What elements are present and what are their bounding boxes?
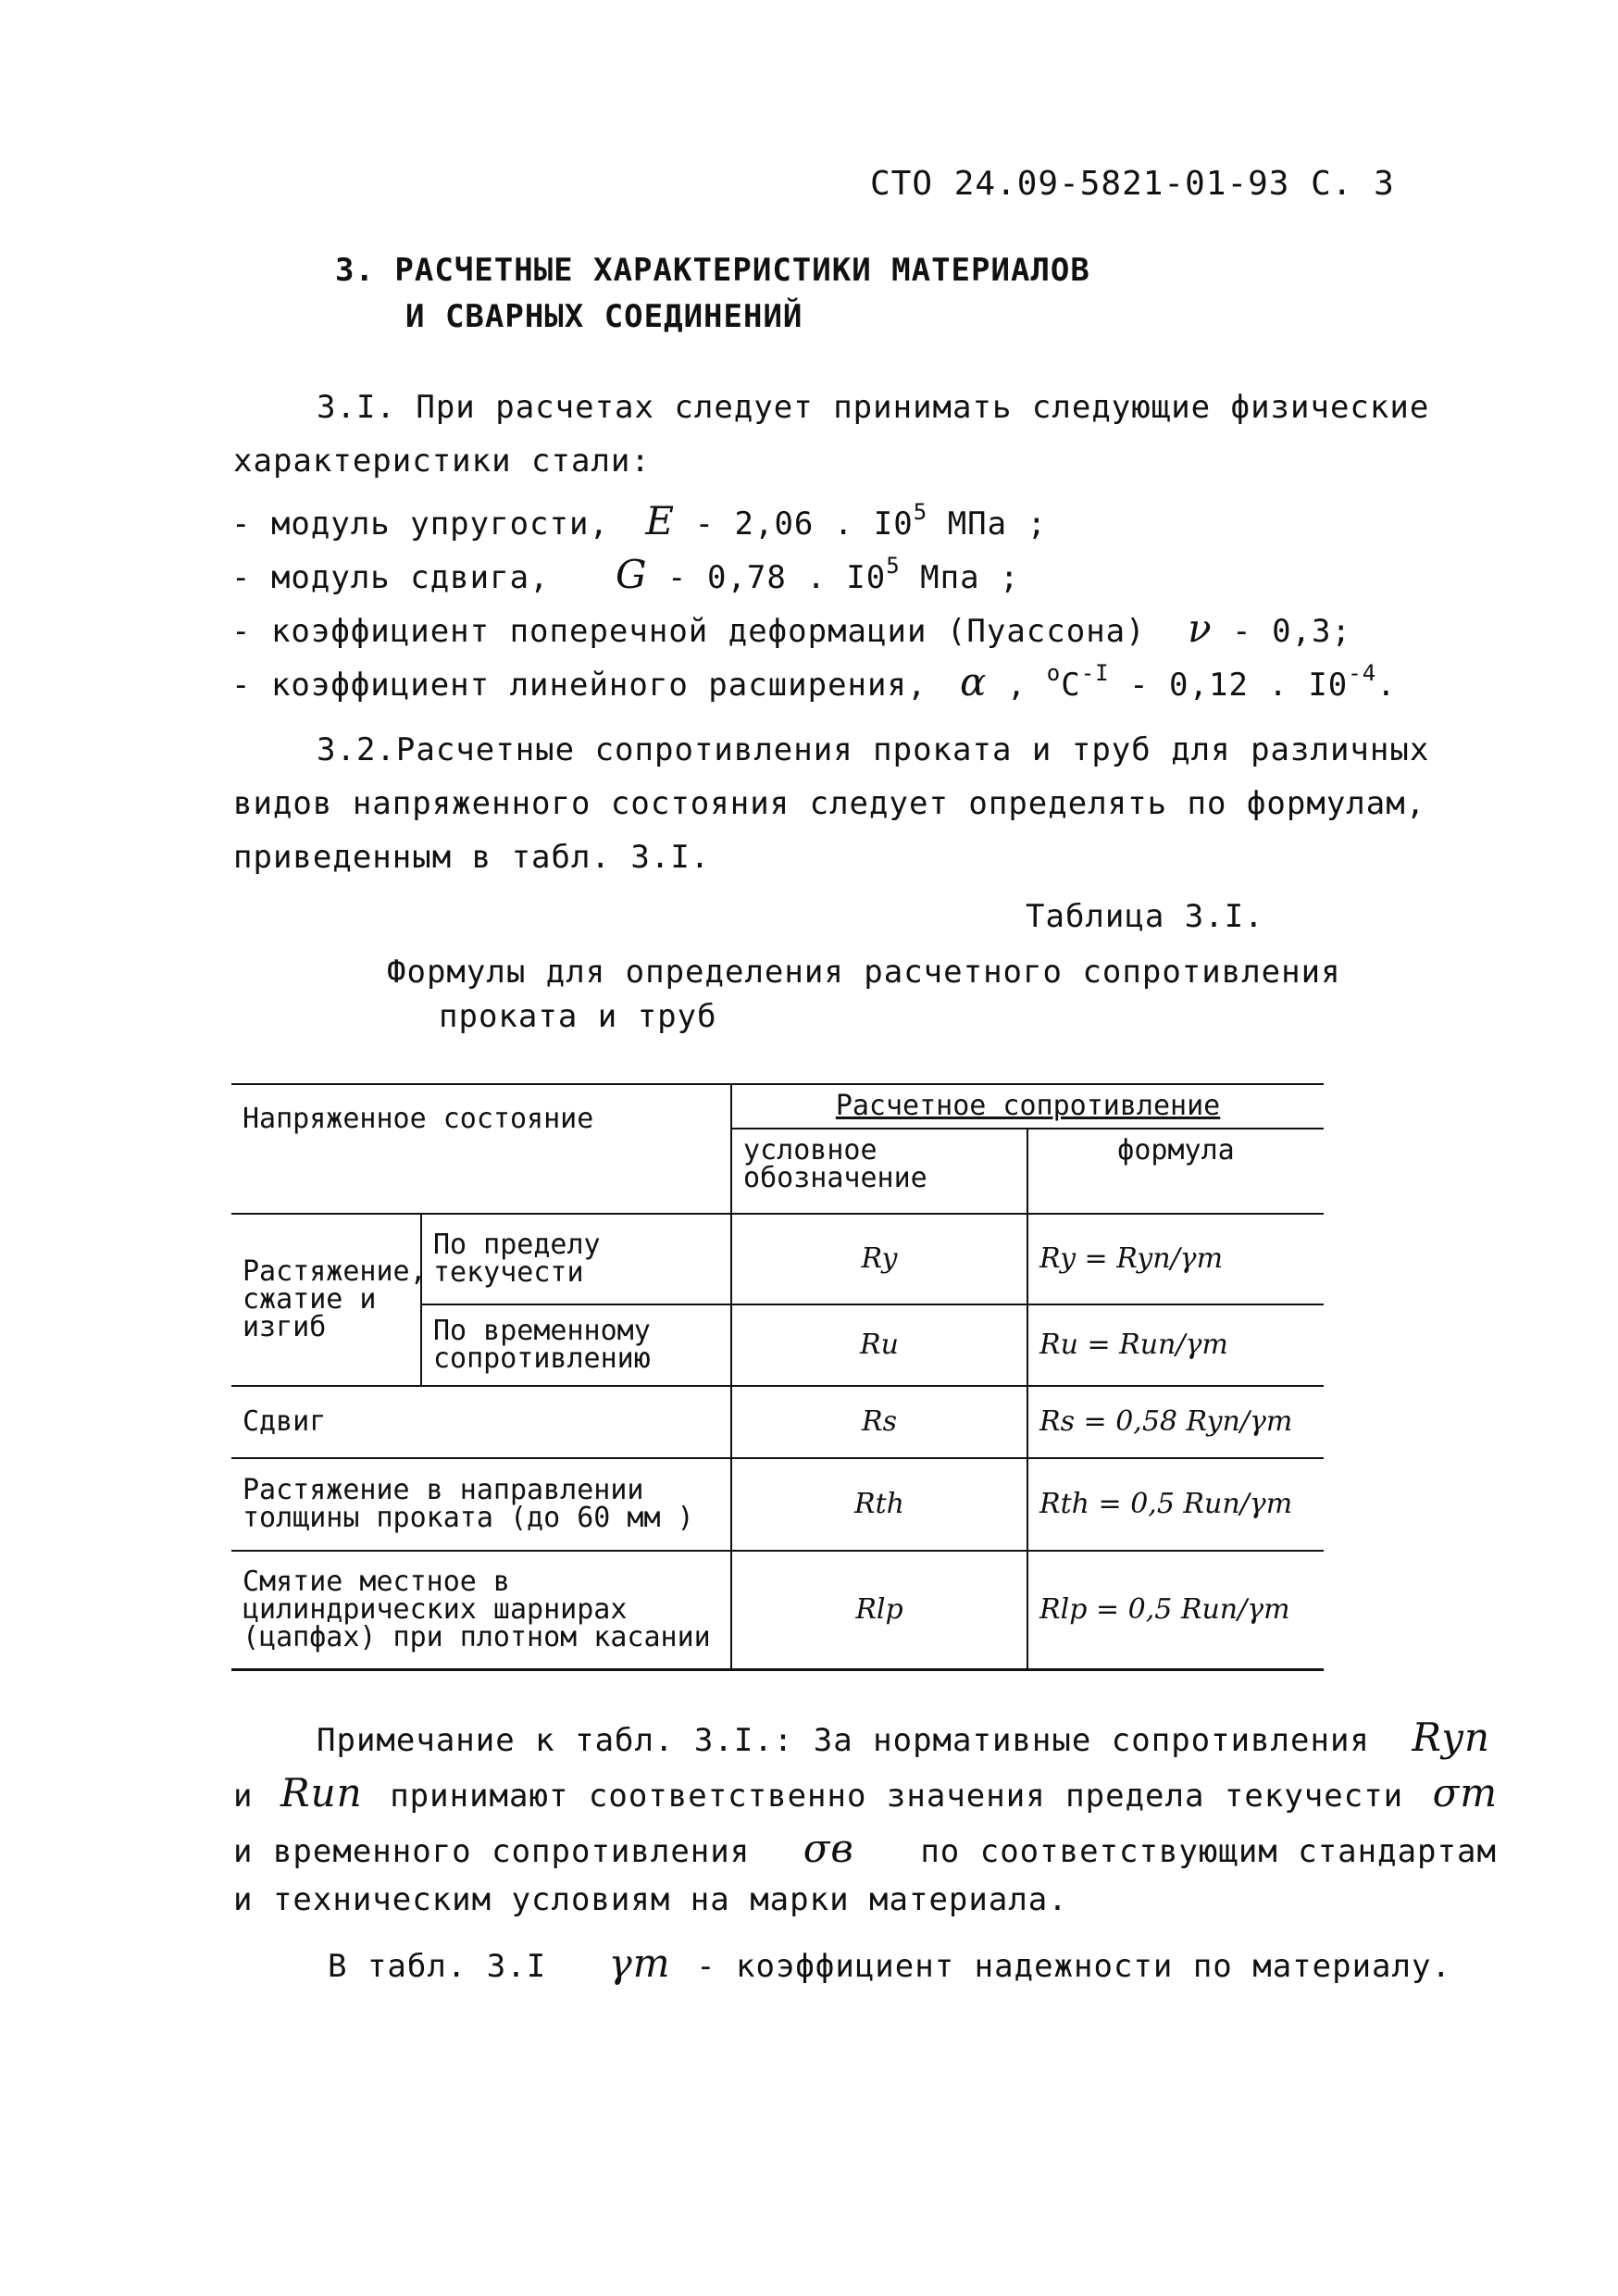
table-row bbox=[231, 1386, 1324, 1458]
row-state: Смятие местное в цилиндрических шарнирах (цапфах) при плотном касании bbox=[231, 1551, 731, 1669]
note-text: и bbox=[233, 1778, 254, 1815]
note-line3 bbox=[233, 1826, 1497, 1871]
row-symbol: Rs bbox=[731, 1386, 1027, 1458]
row-formula: Ru = Run/γm bbox=[1027, 1304, 1324, 1386]
note-symbol-ryn: Ryn bbox=[1412, 1715, 1491, 1760]
row-symbol: Rth bbox=[731, 1458, 1027, 1551]
property-poisson bbox=[231, 605, 1351, 651]
header-design-resistance: Расчетное сопротивление bbox=[731, 1084, 1324, 1129]
property-unit-c: С bbox=[1061, 667, 1081, 704]
property-value: - 2,06 . I0 bbox=[694, 505, 914, 543]
p31-line2: характеристики стали: bbox=[233, 443, 651, 480]
note-text: принимают соответственно значения предела текучести bbox=[390, 1778, 1404, 1815]
property-thermal-expansion bbox=[231, 659, 1397, 705]
table-caption-line2: проката и труб bbox=[439, 998, 717, 1035]
table-row bbox=[231, 1214, 1324, 1304]
row-formula: Ry = Ryn/γm bbox=[1027, 1214, 1324, 1304]
property-label: - модуль сдвига, bbox=[231, 559, 550, 596]
p32-line1: 3.2.Расчетные сопротивления проката и труб для различных bbox=[317, 731, 1430, 768]
property-exponent: 5 bbox=[913, 499, 928, 525]
property-unit-exponent: -I bbox=[1080, 660, 1110, 686]
property-symbol: α bbox=[959, 659, 988, 705]
property-end: . bbox=[1376, 667, 1397, 704]
row-formula: Rs = 0,58 Ryn/γm bbox=[1027, 1386, 1324, 1458]
row-state: Растяжение в направлении толщины проката (до 60 мм ) bbox=[231, 1458, 731, 1551]
property-value: - 0,3; bbox=[1232, 613, 1351, 650]
property-label: - модуль упругости, bbox=[231, 505, 609, 543]
property-modulus-shear bbox=[231, 552, 1020, 597]
property-unit-separator: , bbox=[1006, 667, 1027, 704]
note-symbol-sigma-t: σт bbox=[1432, 1770, 1499, 1816]
note-text: по соответствующим стандартам bbox=[920, 1833, 1497, 1870]
property-unit: МПа ; bbox=[947, 505, 1048, 543]
property-label: - коэффициент линейного расширения, bbox=[231, 667, 927, 704]
note-symbol-sigma-v: σв bbox=[803, 1826, 854, 1871]
note-text: - коэффициент надежности по материалу. bbox=[696, 1948, 1451, 1985]
property-modulus-elasticity bbox=[231, 498, 1047, 543]
note-symbol-gamma-m: γm bbox=[608, 1940, 671, 1986]
property-symbol: ν bbox=[1188, 605, 1213, 651]
property-unit-degree: о bbox=[1046, 660, 1062, 686]
note-line5 bbox=[328, 1940, 1451, 1986]
header-symbol: условное обозначение bbox=[731, 1129, 1027, 1214]
property-symbol: G bbox=[616, 552, 648, 597]
table-caption-line1: Формулы для определения расчетного сопротивления bbox=[387, 954, 1341, 991]
p31-line1: 3.I. При расчетах следует принимать следующие физические bbox=[317, 389, 1430, 426]
p32-line3: приведенным в табл. 3.I. bbox=[233, 839, 711, 876]
row-symbol: Ru bbox=[731, 1304, 1027, 1386]
p32-line2: видов напряженного состояния следует определять по формулам, bbox=[233, 785, 1426, 822]
property-exponent: -4 bbox=[1348, 660, 1377, 686]
row-formula: Rth = 0,5 Run/γm bbox=[1027, 1458, 1324, 1551]
note-line2 bbox=[233, 1770, 1498, 1816]
property-label: - коэффициент поперечной деформации (Пуассона) bbox=[231, 613, 1146, 650]
resistance-table bbox=[231, 1083, 1324, 1671]
row-state: Сдвиг bbox=[231, 1386, 731, 1458]
note-symbol-run: Run bbox=[280, 1770, 363, 1816]
row-symbol: Ry bbox=[731, 1214, 1027, 1304]
row-formula: Rlp = 0,5 Run/γm bbox=[1027, 1551, 1324, 1669]
row-substate: По временному сопротивлению bbox=[421, 1304, 731, 1386]
section-title-line2: И СВАРНЫХ СОЕДИНЕНИЙ bbox=[405, 298, 803, 335]
doc-reference: СТО 24.09-5821-01-93 С. 3 bbox=[870, 165, 1395, 203]
section-title-line1: 3. РАСЧЕТНЫЕ ХАРАКТЕРИСТИКИ МАТЕРИАЛОВ bbox=[335, 252, 1090, 289]
note-text: В табл. 3.I bbox=[328, 1948, 547, 1985]
property-exponent: 5 bbox=[886, 553, 901, 579]
row-substate: По пределу текучести bbox=[421, 1214, 731, 1304]
row-symbol: Rlp bbox=[731, 1551, 1027, 1669]
table-row bbox=[231, 1458, 1324, 1551]
table-label: Таблица 3.I. bbox=[1026, 898, 1264, 935]
header-formula: формула bbox=[1027, 1129, 1324, 1214]
property-value: - 0,78 . I0 bbox=[667, 559, 887, 596]
property-unit: Мпа ; bbox=[920, 559, 1020, 596]
property-symbol: E bbox=[645, 498, 676, 543]
table-row bbox=[231, 1551, 1324, 1669]
property-value: - 0,12 . I0 bbox=[1129, 667, 1349, 704]
row-group-label: Растяжение, сжатие и изгиб bbox=[231, 1214, 421, 1386]
note-text: и временного сопротивления bbox=[233, 1833, 751, 1870]
note-line4: и техническим условиям на марки материала. bbox=[233, 1881, 1068, 1918]
note-line1 bbox=[317, 1715, 1490, 1760]
note-text: Примечание к табл. 3.I.: За нормативные сопротивления bbox=[317, 1722, 1370, 1759]
header-stress-state: Напряженное состояние bbox=[231, 1084, 731, 1214]
